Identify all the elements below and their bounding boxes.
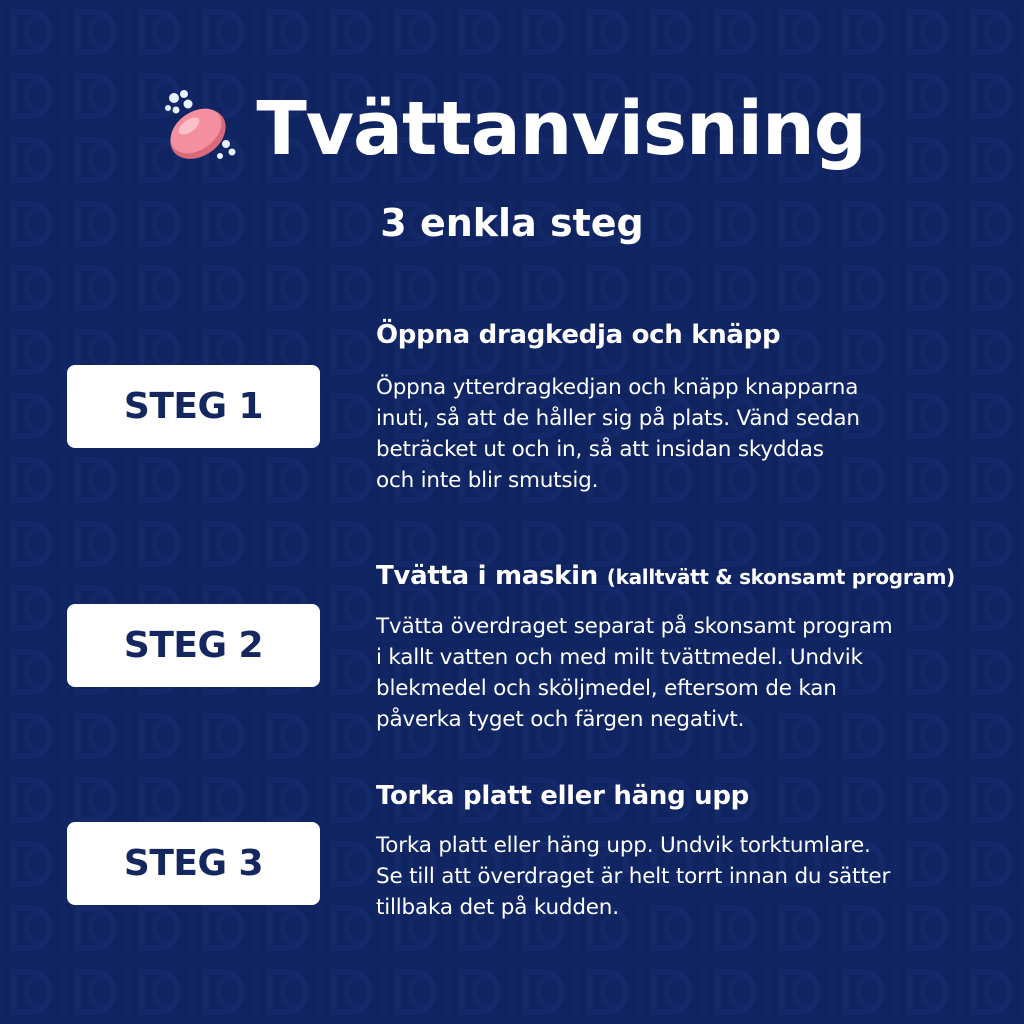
step-description-line: Se till att överdraget är helt torrt innan du sätter [376,864,891,889]
step-badge: STEG 2 [67,604,320,687]
step-heading-note: (kalltvätt & skonsamt program) [606,565,955,589]
step-heading-text: Torka platt eller häng upp [376,781,749,811]
step-description-line: i kallt vatten och med milt tvättmedel. Undvik [376,645,863,670]
header [0,88,1024,174]
step-heading [376,320,780,351]
step-3 [0,781,1024,981]
step-2 [0,561,1024,761]
step-description-line: Torka platt eller häng upp. Undvik torktumlare. [376,833,871,858]
page-title: Tvättanvisning [256,86,866,172]
step-badge: STEG 3 [67,822,320,905]
step-description-line: inuti, så att de håller sig på plats. Vänd sedan [376,406,860,431]
page-subtitle: 3 enkla steg [380,201,644,245]
step-description-line: påverka tyget och färgen negativt. [376,707,745,732]
step-description-line: beträcket ut och in, så att insidan skyddas [376,437,824,462]
step-description [376,372,976,496]
step-badge: STEG 1 [67,365,320,448]
step-description-line: och inte blir smutsig. [376,468,599,493]
step-description [376,830,976,923]
step-description-line: blekmedel och sköljmedel, eftersom de kan [376,676,837,701]
step-description [376,611,976,735]
step-description-line: tillbaka det på kudden. [376,895,619,920]
step-heading [376,781,749,812]
soap-icon [158,88,240,170]
step-description-line: Öppna ytterdragkedjan och knäpp knapparna [376,375,859,400]
title-row [158,88,865,170]
step-heading [376,561,955,592]
step-heading-text: Tvätta i maskin [376,561,598,591]
step-heading-text: Öppna dragkedja och knäpp [376,320,781,350]
step-1 [0,320,1024,520]
step-description-line: Tvätta överdraget separat på skonsamt program [376,614,893,639]
